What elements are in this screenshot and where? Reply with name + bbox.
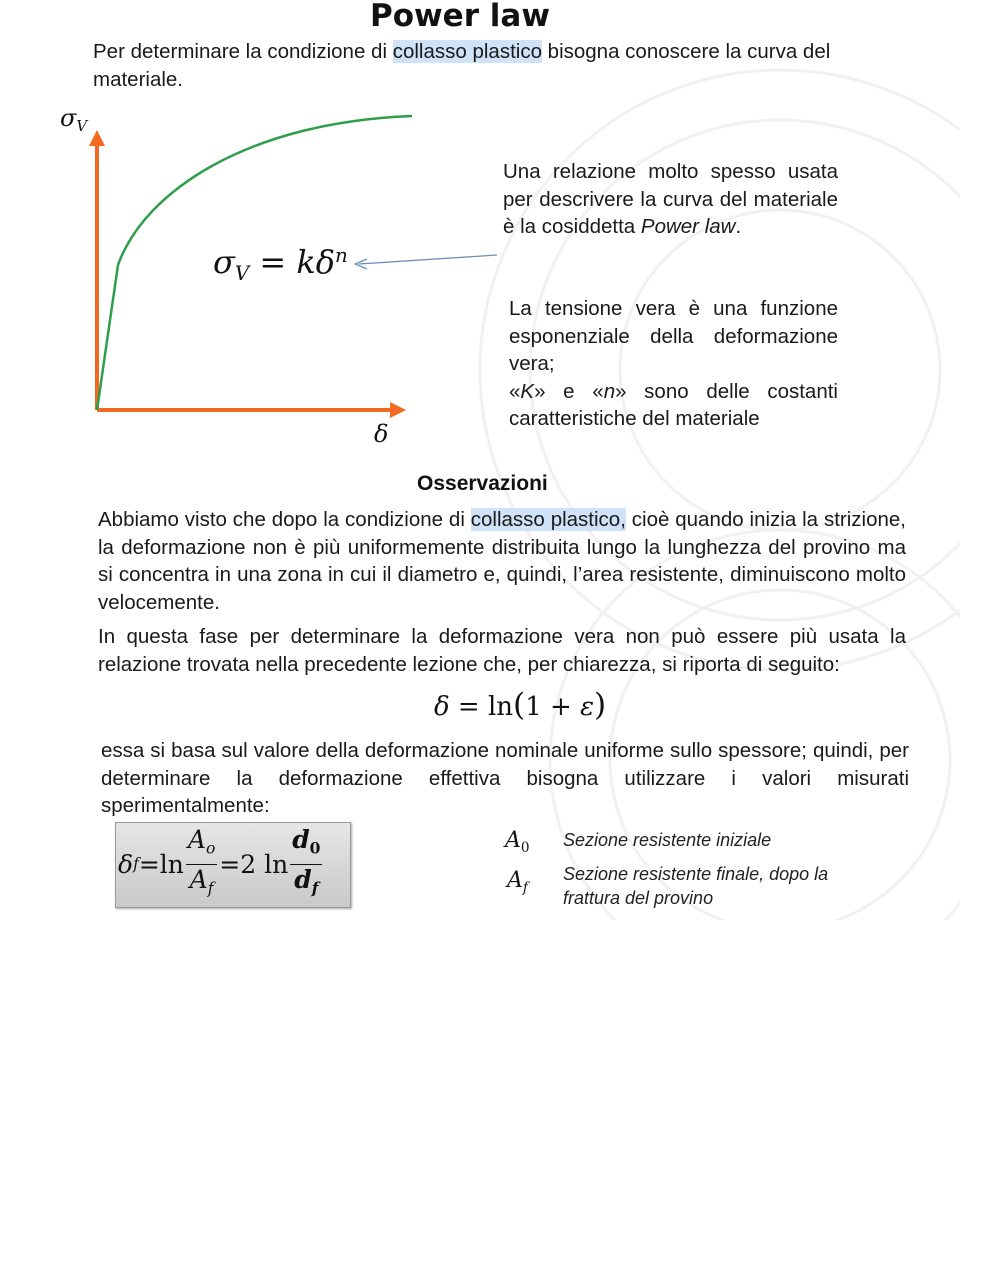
- diameter-ratio-fraction: $\frac{d_0}{d_f}$: [292, 825, 321, 897]
- y-axis-arrowhead: [89, 130, 105, 146]
- intro-text-after: bisogna conoscere la curva del materiale.: [93, 40, 831, 91]
- y-axis-label: $\sigma_V$: [60, 104, 88, 136]
- side-paragraph-2: La tensione vera è una funzione esponenziale della deformazione vera; «K» e «n» sono delle costanti caratteristiche del materiale: [509, 297, 838, 430]
- observations-paragraph-1: Abbiamo visto che dopo la condizione di collasso plastico, cioè quando inizia la strizione, la deformazione non è più uniformemente distribuita lungo la lunghezza del provino ma si concentra in una zona in cui il diametro e, quindi, l’area resistente, diminuiscono molto velocemente.: [98, 508, 906, 614]
- observations-paragraph-3: essa si basa sul valore della deformazione nominale uniforme sullo spessore; quindi, per determinare la deformazione effettiva bisogna utilizzare i valori misurati sperimentalmente:: [101, 739, 909, 817]
- intro-text-before: Per determinare la condizione di: [93, 40, 393, 63]
- fracture-strain-formula: δ f = ln $\frac{A_o}{A_f}$ = 2 ln $\frac{d_0}{d_f}$: [118, 826, 324, 902]
- legend-text-af: Sezione resistente finale, dopo la frattura del provino: [563, 864, 829, 908]
- true-strain-equation: δ = ln(1 + ε): [434, 687, 607, 723]
- observations-heading: Osservazioni: [417, 472, 548, 495]
- intro-highlight: collasso plastico: [392, 40, 542, 63]
- area-ratio-fraction: $\frac{A_o}{A_f}$: [187, 825, 216, 897]
- legend-symbol-af: $A_f$: [507, 868, 528, 896]
- legend-text-a0: Sezione resistente iniziale: [563, 830, 772, 850]
- legend-symbol-a0: $A_0$: [505, 828, 530, 856]
- side-paragraph-1: Una relazione molto spesso usata per descrivere la curva del materiale è la cosiddetta Power law.: [503, 160, 838, 238]
- intro-paragraph: [93, 38, 833, 93]
- observations-paragraph-2: In questa fase per determinare la deformazione vera non può essere più usata la relazione trovata nella precedente lezione che, per chiarezza, si riporta di seguito:: [98, 625, 906, 676]
- page-title: Power law: [370, 0, 550, 34]
- x-axis-arrowhead: [390, 402, 406, 418]
- x-axis-label: δ: [374, 420, 389, 448]
- pointer-arrow: [345, 245, 505, 275]
- power-law-formula: $\sigma_V = k\delta^n$: [213, 243, 348, 285]
